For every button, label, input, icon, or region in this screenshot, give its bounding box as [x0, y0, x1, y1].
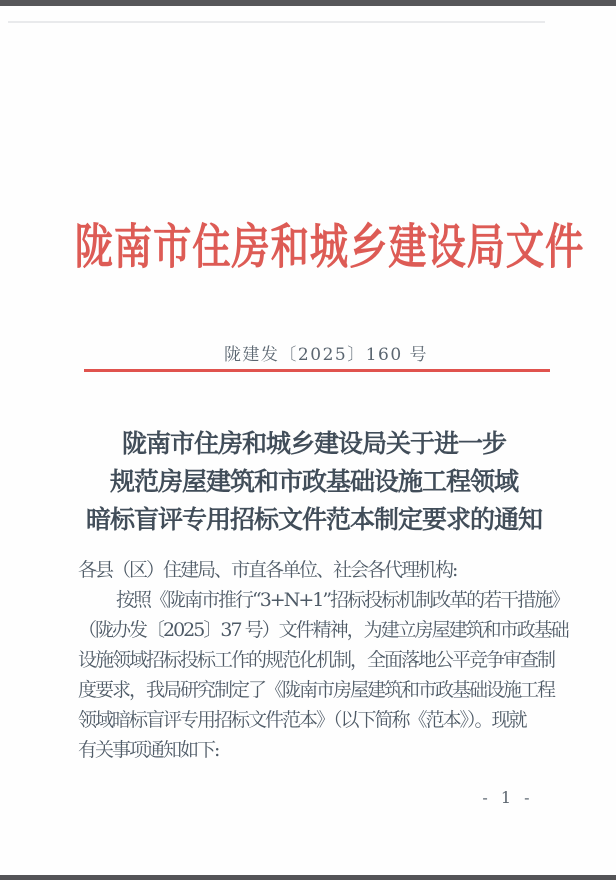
page-top-edge-shadow — [8, 21, 545, 23]
document-title — [6, 425, 616, 539]
document-number: 陇建发〔2025〕160 号 — [223, 345, 429, 365]
document-title-line-1: 陇南市住房和城乡建设局关于进一步 — [121, 429, 506, 458]
scan-background-bottom-bar — [0, 875, 616, 880]
scan-background-top-bar — [0, 0, 616, 6]
body-line-salutation: 各县（区）住建局、市直各单位、社会各代理机构: — [78, 559, 457, 581]
body-line: 设施领域招标投标工作的规范化机制，全面落地公平竞争审查制 — [78, 649, 555, 671]
document-body — [78, 555, 569, 765]
body-line: 度要求，我局研究制定了《陇南市房屋建筑和市政基础设施工程 — [78, 679, 555, 701]
page-number: - 1 - — [482, 788, 534, 807]
body-line-closing: 有关事项通知如下: — [78, 739, 219, 761]
body-line: （陇办发〔2025〕37 号）文件精神，为建立房屋建筑和市政基础 — [78, 619, 568, 641]
document-title-line-2: 规范房屋建筑和市政基础设施工程领域 — [109, 467, 518, 496]
body-line: 领域暗标盲评专用招标文件范本》（以下简称《范本》）。现就 — [78, 709, 526, 731]
body-line: 按照《陇南市推行“3+N+1”招标投标机制改革的若干措施》 — [116, 589, 569, 611]
document-header-title: 陇南市住房和城乡建设局文件 — [74, 219, 585, 275]
document-title-line-3: 暗标盲评专用招标文件范本制定要求的通知 — [85, 505, 542, 534]
red-separator-line — [84, 369, 550, 372]
